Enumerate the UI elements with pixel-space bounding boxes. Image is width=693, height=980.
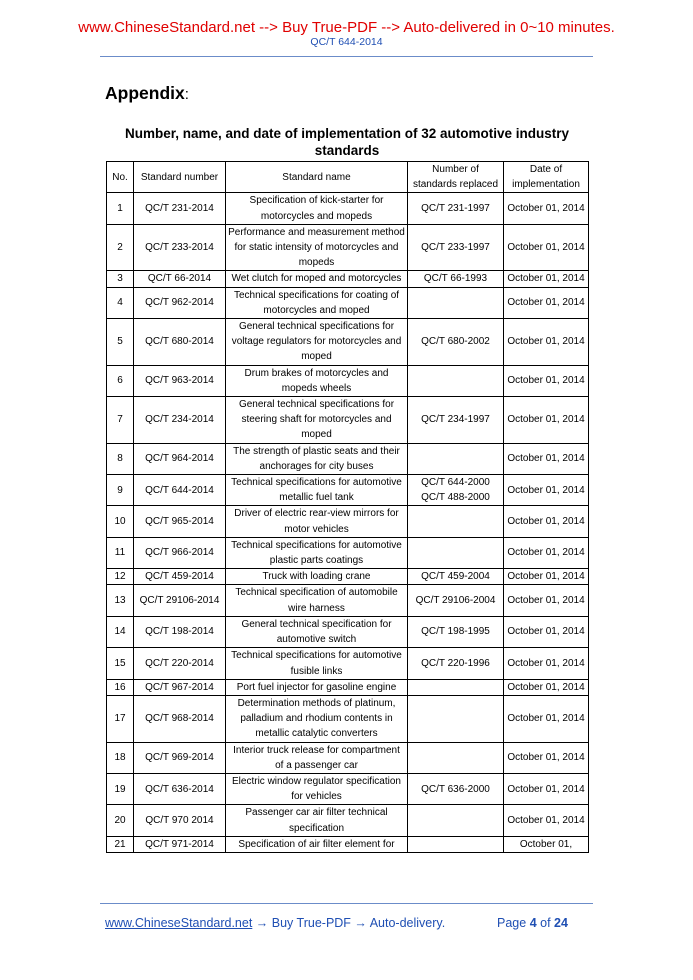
cell-standard-name: Technical specifications for automotive fusible links xyxy=(226,648,408,679)
table-row xyxy=(107,679,589,695)
cell-standard-name: Specification of kick-starter for motorcycles and mopeds xyxy=(226,193,408,224)
document-code: QC/T 644-2014 xyxy=(310,36,383,48)
table-row xyxy=(107,443,589,474)
table-row xyxy=(107,506,589,537)
table-row xyxy=(107,193,589,224)
page-current: 4 xyxy=(529,916,537,930)
page-of: of xyxy=(540,916,551,930)
cell-no: 14 xyxy=(107,616,134,647)
cell-standards-replaced xyxy=(408,287,504,318)
cell-standards-replaced xyxy=(408,443,504,474)
cell-standard-name: Performance and measurement method for static intensity of motorcycles and mopeds xyxy=(226,224,408,271)
table-row xyxy=(107,695,589,742)
cell-standard-name: The strength of plastic seats and their anchorages for city buses xyxy=(226,443,408,474)
cell-standard-name: Technical specifications for coating of motorcycles and moped xyxy=(226,287,408,318)
cell-no: 1 xyxy=(107,193,134,224)
cell-standards-replaced: QC/T 66-1993 xyxy=(408,271,504,287)
cell-standard-number: QC/T 636-2014 xyxy=(134,773,226,804)
cell-implementation-date: October 01, 2014 xyxy=(504,365,589,396)
cell-no: 12 xyxy=(107,569,134,585)
cell-standards-replaced: QC/T 29106-2004 xyxy=(408,585,504,616)
cell-no: 11 xyxy=(107,537,134,568)
cell-standards-replaced: QC/T 198-1995 xyxy=(408,616,504,647)
page-label: Page xyxy=(497,916,527,930)
table-row xyxy=(107,569,589,585)
table-body xyxy=(107,193,589,853)
cell-no: 2 xyxy=(107,224,134,271)
cell-no: 6 xyxy=(107,365,134,396)
cell-no: 19 xyxy=(107,773,134,804)
footer-links[interactable] xyxy=(105,916,445,930)
cell-standard-number: QC/T 220-2014 xyxy=(134,648,226,679)
cell-no: 15 xyxy=(107,648,134,679)
cell-standard-name: Port fuel injector for gasoline engine xyxy=(226,679,408,695)
cell-standard-name: Specification of air filter element for xyxy=(226,836,408,852)
cell-standard-name: Technical specification of automobile wire harness xyxy=(226,585,408,616)
cell-standards-replaced xyxy=(408,365,504,396)
cell-standard-number: QC/T 680-2014 xyxy=(134,319,226,366)
cell-standards-replaced xyxy=(408,679,504,695)
cell-standards-replaced xyxy=(408,836,504,852)
footer-site-link[interactable]: www.ChineseStandard.net xyxy=(105,916,253,930)
table-header-row xyxy=(107,162,589,193)
cell-implementation-date: October 01, 2014 xyxy=(504,443,589,474)
appendix-colon: : xyxy=(184,86,189,103)
cell-standard-name: Technical specifications for automotive metallic fuel tank xyxy=(226,475,408,506)
table-row xyxy=(107,773,589,804)
cell-standards-replaced: QC/T 644-2000 QC/T 488-2000 xyxy=(408,475,504,506)
cell-standard-name: General technical specifications for steering shaft for motorcycles and moped xyxy=(226,397,408,444)
cell-standards-replaced: QC/T 233-1997 xyxy=(408,224,504,271)
cell-implementation-date: October 01, 2014 xyxy=(504,569,589,585)
footer-divider xyxy=(100,903,593,904)
cell-standards-replaced xyxy=(408,805,504,836)
header-implementation-date: Date of implementation xyxy=(504,162,589,193)
cell-standards-replaced xyxy=(408,506,504,537)
cell-standards-replaced: QC/T 636-2000 xyxy=(408,773,504,804)
table-row xyxy=(107,365,589,396)
cell-implementation-date: October 01, 2014 xyxy=(504,271,589,287)
cell-no: 3 xyxy=(107,271,134,287)
cell-implementation-date: October 01, 2014 xyxy=(504,805,589,836)
cell-implementation-date: October 01, 2014 xyxy=(504,695,589,742)
standards-table xyxy=(106,161,589,853)
table-row xyxy=(107,805,589,836)
cell-standards-replaced xyxy=(408,537,504,568)
cell-no: 5 xyxy=(107,319,134,366)
footer-buy-text: → Buy True-PDF → Auto-delivery. xyxy=(252,916,446,930)
header-standards-replaced: Number of standards replaced xyxy=(408,162,504,193)
cell-standard-name: Determination methods of platinum, palladium and rhodium contents in metallic catalytic converters xyxy=(226,695,408,742)
cell-standard-number: QC/T 966-2014 xyxy=(134,537,226,568)
table-row xyxy=(107,475,589,506)
cell-standard-name: Driver of electric rear-view mirrors for motor vehicles xyxy=(226,506,408,537)
table-row xyxy=(107,742,589,773)
cell-standards-replaced: QC/T 234-1997 xyxy=(408,397,504,444)
table-row xyxy=(107,287,589,318)
cell-standards-replaced: QC/T 231-1997 xyxy=(408,193,504,224)
cell-standard-number: QC/T 66-2014 xyxy=(134,271,226,287)
cell-implementation-date: October 01, 2014 xyxy=(504,537,589,568)
cell-no: 13 xyxy=(107,585,134,616)
cell-standard-number: QC/T 970 2014 xyxy=(134,805,226,836)
cell-standard-name: Interior truck release for compartment of a passenger car xyxy=(226,742,408,773)
page-total: 24 xyxy=(554,916,568,930)
table-row xyxy=(107,319,589,366)
cell-standard-number: QC/T 459-2014 xyxy=(134,569,226,585)
cell-no: 10 xyxy=(107,506,134,537)
cell-standards-replaced: QC/T 220-1996 xyxy=(408,648,504,679)
cell-standard-number: QC/T 962-2014 xyxy=(134,287,226,318)
cell-standard-name: Electric window regulator specification for vehicles xyxy=(226,773,408,804)
cell-no: 17 xyxy=(107,695,134,742)
table-row xyxy=(107,397,589,444)
cell-standard-number: QC/T 231-2014 xyxy=(134,193,226,224)
cell-standard-name: General technical specifications for voltage regulators for motorcycles and moped xyxy=(226,319,408,366)
cell-no: 18 xyxy=(107,742,134,773)
cell-standards-replaced: QC/T 459-2004 xyxy=(408,569,504,585)
cell-standard-number: QC/T 967-2014 xyxy=(134,679,226,695)
cell-standard-number: QC/T 971-2014 xyxy=(134,836,226,852)
cell-implementation-date: October 01, 2014 xyxy=(504,585,589,616)
table-caption: Number, name, and date of implementation of 32 automotive industry standards xyxy=(124,126,570,158)
appendix-title: Appendix xyxy=(105,83,185,103)
cell-implementation-date: October 01, 2014 xyxy=(504,506,589,537)
cell-standard-name: Technical specifications for automotive plastic parts coatings xyxy=(226,537,408,568)
cell-implementation-date: October 01, 2014 xyxy=(504,287,589,318)
cell-implementation-date: October 01, 2014 xyxy=(504,224,589,271)
cell-standard-number: QC/T 968-2014 xyxy=(134,695,226,742)
cell-standard-name: General technical specification for automotive switch xyxy=(226,616,408,647)
cell-implementation-date: October 01, 2014 xyxy=(504,397,589,444)
cell-implementation-date: October 01, xyxy=(504,836,589,852)
promo-banner-link[interactable]: www.ChineseStandard.net --> Buy True-PDF --> Auto-delivered in 0~10 minutes. xyxy=(78,19,615,36)
cell-no: 7 xyxy=(107,397,134,444)
appendix-heading xyxy=(105,83,189,104)
cell-no: 16 xyxy=(107,679,134,695)
cell-standard-number: QC/T 644-2014 xyxy=(134,475,226,506)
cell-implementation-date: October 01, 2014 xyxy=(504,648,589,679)
cell-standard-name: Passenger car air filter technical specification xyxy=(226,805,408,836)
cell-standard-name: Truck with loading crane xyxy=(226,569,408,585)
table-row xyxy=(107,585,589,616)
header-divider xyxy=(100,56,593,57)
cell-standard-name: Drum brakes of motorcycles and mopeds wheels xyxy=(226,365,408,396)
cell-standards-replaced xyxy=(408,695,504,742)
cell-no: 9 xyxy=(107,475,134,506)
cell-implementation-date: October 01, 2014 xyxy=(504,475,589,506)
page-indicator xyxy=(497,916,568,930)
table-row xyxy=(107,648,589,679)
cell-no: 4 xyxy=(107,287,134,318)
table-row xyxy=(107,224,589,271)
cell-standard-number: QC/T 964-2014 xyxy=(134,443,226,474)
cell-implementation-date: October 01, 2014 xyxy=(504,193,589,224)
table-row xyxy=(107,616,589,647)
cell-implementation-date: October 01, 2014 xyxy=(504,742,589,773)
header-standard-name: Standard name xyxy=(226,162,408,193)
cell-standard-number: QC/T 234-2014 xyxy=(134,397,226,444)
table-row xyxy=(107,836,589,852)
header-standard-number: Standard number xyxy=(134,162,226,193)
cell-implementation-date: October 01, 2014 xyxy=(504,319,589,366)
cell-standard-number: QC/T 233-2014 xyxy=(134,224,226,271)
cell-standard-number: QC/T 198-2014 xyxy=(134,616,226,647)
header-no: No. xyxy=(107,162,134,193)
cell-no: 20 xyxy=(107,805,134,836)
cell-no: 21 xyxy=(107,836,134,852)
cell-implementation-date: October 01, 2014 xyxy=(504,679,589,695)
cell-standards-replaced xyxy=(408,742,504,773)
cell-standard-number: QC/T 965-2014 xyxy=(134,506,226,537)
cell-standard-name: Wet clutch for moped and motorcycles xyxy=(226,271,408,287)
cell-standard-number: QC/T 963-2014 xyxy=(134,365,226,396)
cell-implementation-date: October 01, 2014 xyxy=(504,616,589,647)
cell-standard-number: QC/T 29106-2014 xyxy=(134,585,226,616)
cell-standards-replaced: QC/T 680-2002 xyxy=(408,319,504,366)
table-row xyxy=(107,537,589,568)
cell-implementation-date: October 01, 2014 xyxy=(504,773,589,804)
cell-no: 8 xyxy=(107,443,134,474)
table-row xyxy=(107,271,589,287)
cell-standard-number: QC/T 969-2014 xyxy=(134,742,226,773)
